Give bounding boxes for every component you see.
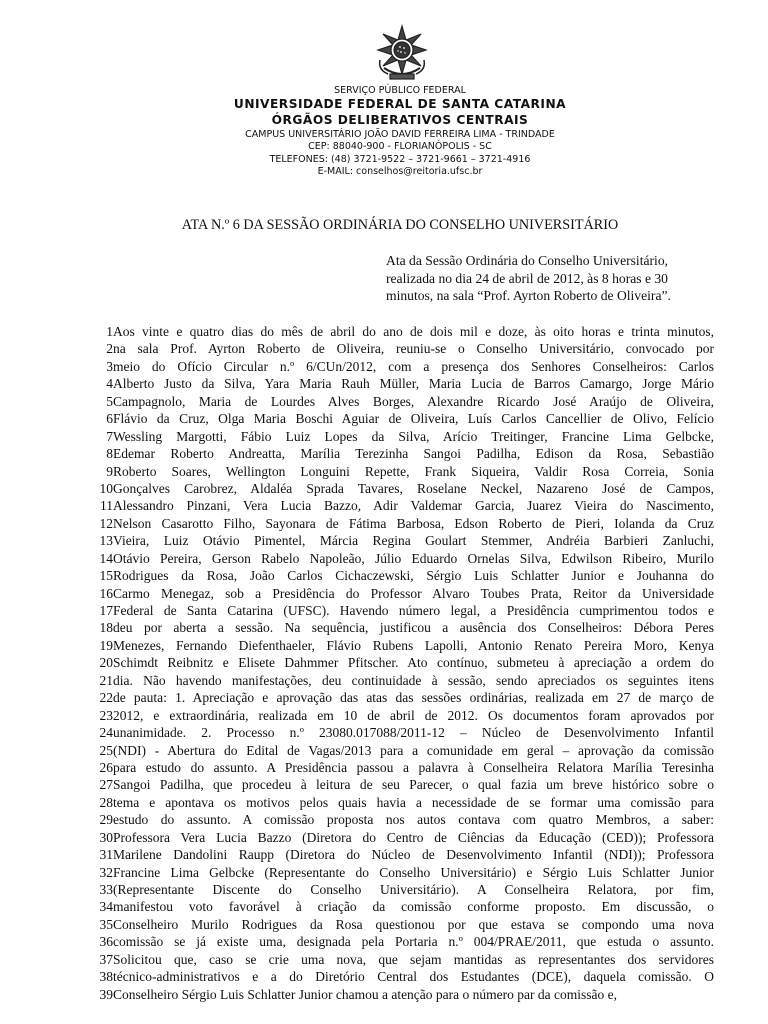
document-line (92, 794, 714, 811)
document-line (92, 480, 714, 497)
line-text: Solicitou que, caso se crie uma nova, que sejam mantidas as representantes dos servidores (113, 951, 714, 967)
document-line (92, 428, 714, 445)
line-number: 16 (99, 585, 113, 601)
document-line (92, 637, 714, 654)
line-text: Vieira, Luiz Otávio Pimentel, Márcia Regina Goulart Stemmer, Andréia Barbieri Zanluchi, (113, 533, 714, 549)
header-cep: CEP: 88040-900 - FLORIANÓPOLIS - SC (308, 141, 492, 152)
line-text: Conselheiro Murilo Rodrigues da Rosa questionou por que estava se compondo uma nova (113, 916, 714, 932)
line-number: 32 (99, 864, 113, 880)
line-text: Alberto Justo da Silva, Yara Maria Rauh Müller, Maria Lucia de Barros Camargo, Jorge Mário (113, 376, 714, 392)
abstract-line: Ata da Sessão Ordinária do Conselho Universitário, (386, 253, 669, 268)
line-number: 10 (99, 480, 113, 496)
document-line (92, 463, 714, 480)
line-text: Marilene Dandolini Raupp (Diretora do Núcleo de Desenvolvimento Infantil (NDI)); Professora (113, 847, 714, 863)
document-line (92, 916, 714, 933)
line-number: 39 (99, 986, 113, 1002)
document-line (92, 864, 714, 881)
document-line (92, 724, 714, 741)
line-text: manifestou voto favorável à criação da comissão conforme proposto. Em discussão, o (113, 899, 714, 915)
line-number: 26 (99, 759, 113, 775)
document-line (92, 585, 714, 602)
line-number: 5 (106, 393, 113, 409)
line-number: 22 (99, 690, 113, 706)
line-number: 27 (99, 777, 113, 793)
line-text: Otávio Pereira, Gerson Rabelo Napoleão, Júlio Eduardo Ornelas Silva, Edwilson Ribeiro, Murilo (113, 550, 714, 566)
line-text: Campagnolo, Maria de Lourdes Alves Borges, Alexandre Ricardo José Araújo de Oliveira, (113, 393, 714, 409)
line-text: Wessling Margotti, Fábio Luiz Lopes da Silva, Arício Treitinger, Francine Lima Gelbcke, (113, 428, 714, 444)
line-number: 36 (99, 934, 113, 950)
line-number: 1 (106, 324, 113, 339)
document-line (92, 410, 714, 427)
document-line (92, 550, 714, 567)
document-line (92, 776, 714, 793)
header-email: E-MAIL: conselhos@reitoria.ufsc.br (317, 166, 483, 177)
line-number: 24 (99, 725, 113, 741)
document-line (92, 515, 714, 532)
document-line (92, 846, 714, 863)
header-organs: ÓRGÃOS DELIBERATIVOS CENTRAIS (271, 113, 529, 127)
line-text: Gonçalves Carobrez, Aldaléa Sprada Tavares, Roselane Neckel, Nazareno José de Campos, (113, 480, 714, 496)
line-text: Rodrigues da Rosa, João Carlos Cichaczewski, Sérgio Luis Schlatter Junior e Jouhanna do (113, 568, 714, 584)
document-line (92, 933, 714, 950)
line-number: 15 (99, 568, 113, 584)
line-text: Sangoi Padilha, que procedeu à leitura de seu Parecer, o qual fazia um breve histórico sobre o (113, 777, 714, 793)
line-text: Professora Vera Lucia Bazzo (Diretora do Centro de Ciências da Educação (CED)); Professora (113, 829, 714, 845)
line-number: 19 (99, 637, 113, 653)
document-line (92, 567, 714, 584)
header-campus: CAMPUS UNIVERSITÁRIO JOÃO DAVID FERREIRA LIMA - TRINDADE (245, 129, 555, 140)
document-line (92, 323, 714, 340)
line-number: 14 (99, 550, 113, 566)
document-line (92, 829, 714, 846)
line-number: 20 (99, 655, 113, 671)
document-line (92, 951, 714, 968)
line-number: 38 (99, 969, 113, 985)
document-body (92, 323, 714, 1003)
line-text: Carmo Menegaz, sob a Presidência do Professor Alvaro Toubes Prata, Reitor da Universidade (113, 585, 714, 601)
line-text: Nelson Casarotto Filho, Sayonara de Fátima Barbosa, Edson Roberto de Pieri, Iolanda da Cruz (113, 515, 714, 531)
line-text: meio do Ofício Circular n.º 6/CUn/2012, com a presença dos Senhores Conselheiros: Carlos (113, 358, 714, 374)
document-line (92, 532, 714, 549)
line-text: Edemar Roberto Andreatta, Marília Terezinha Sangoi Padilha, Edison da Rosa, Sebastião (113, 446, 714, 462)
line-text: (Representante Discente do Conselho Universitário). A Conselheira Relatora, por fim, (113, 882, 714, 897)
document-line (92, 445, 714, 462)
document-line (92, 497, 714, 514)
header-phones: TELEFONES: (48) 3721-9522 – 3721-9661 – 3721-4916 (269, 154, 531, 165)
line-text: Schimdt Reibnitz e Elisete Dahmmer Pfitscher. Ato contínuo, submeteu à apreciação a ordem do (113, 655, 714, 671)
line-text: Alessandro Pinzani, Vera Lucia Bazzo, Adir Valdemar Garcia, Juarez Vieira do Nascimento, (113, 498, 714, 514)
line-number: 34 (99, 899, 113, 915)
line-number: 13 (99, 533, 113, 549)
line-text: na sala Prof. Ayrton Roberto de Oliveira, reuniu-se o Conselho Universitário, convocado por (113, 341, 714, 357)
document-line (92, 986, 714, 1003)
document-abstract (386, 252, 716, 305)
document-line (92, 881, 714, 898)
line-number: 30 (99, 829, 113, 845)
document-line (92, 811, 714, 828)
line-number: 6 (106, 411, 113, 427)
document-line (92, 968, 714, 985)
document-line (92, 358, 714, 375)
document-line (92, 689, 714, 706)
line-text: deu por aberta a sessão. Na sequência, justificou a ausência dos Conselheiros: Débora Peres (113, 620, 714, 636)
line-text: Francine Lima Gelbcke (Representante do Conselho Universitário) e Sérgio Luis Schlatter Junior (113, 864, 714, 880)
line-number: 3 (106, 358, 113, 374)
line-number: 8 (106, 446, 113, 462)
line-text: Aos vinte e quatro dias do mês de abril do ano de dois mil e doze, às oito horas e trinta minutos, (113, 324, 714, 339)
line-text: dia. Não havendo manifestações, deu continuidade à sessão, sendo apreciados os seguintes itens (113, 672, 714, 688)
line-text: comissão se já existe uma, designada pela Portaria n.º 004/PRAE/2011, que estuda o assunto. (113, 934, 714, 950)
line-number: 35 (99, 916, 113, 932)
document-line (92, 898, 714, 915)
line-text: estudo do assunto. A comissão proposta nos autos contava com quatro Membros, a saber: (113, 812, 714, 828)
abstract-line: realizada no dia 24 de abril de 2012, às 8 horas e 30 (386, 270, 668, 286)
brazil-coat-of-arms-icon (376, 24, 428, 82)
line-text: Conselheiro Sérgio Luis Schlatter Junior chamou a atenção para o número par da comissão e, (113, 986, 617, 1002)
header-university: UNIVERSIDADE FEDERAL DE SANTA CATARINA (233, 97, 567, 111)
document-line (92, 393, 714, 410)
line-number: 37 (99, 951, 113, 967)
line-number: 23 (99, 707, 113, 723)
document-line (92, 742, 714, 759)
line-text: 2012, e extraordinária, realizada em 10 de abril de 2012. Os documentos foram aprovados por (113, 707, 714, 723)
document-title: ATA N.º 6 DA SESSÃO ORDINÁRIA DO CONSELHO UNIVERSITÁRIO (181, 217, 619, 233)
line-text: Federal de Santa Catarina (UFSC). Havendo número legal, a Presidência cumprimentou todos e (113, 603, 714, 618)
line-number: 17 (99, 603, 113, 618)
line-text: tema e apontava os motivos pelos quais havia a necessidade de se formar uma comissão para (113, 794, 714, 810)
line-number: 31 (99, 847, 113, 863)
line-number: 33 (99, 882, 113, 897)
document-line (92, 602, 714, 619)
document-line (92, 759, 714, 776)
line-text: Menezes, Fernando Diefenthaeler, Flávio Rubens Lapolli, Antonio Renato Pereira Moro, Kenya (113, 637, 714, 653)
line-text: Flávio da Cruz, Olga Maria Boschi Aguiar de Oliveira, Luís Carlos Cancellier de Olivo, Felício (113, 411, 714, 427)
line-text: (NDI) - Abertura do Edital de Vagas/2013 para a comunidade em geral – aprovação da comissão (113, 742, 714, 758)
line-number: 11 (100, 498, 113, 514)
line-text: técnico-administrativos e a do Diretório Central dos Estudantes (DCE), daquela comissão. O (113, 969, 714, 985)
line-text: Roberto Soares, Wellington Longuini Repette, Frank Siqueira, Valdir Rosa Correia, Sonia (113, 463, 714, 479)
line-number: 29 (99, 812, 113, 828)
document-line (92, 707, 714, 724)
line-number: 2 (106, 341, 113, 357)
line-number: 4 (106, 376, 113, 392)
line-number: 25 (99, 742, 113, 758)
header-service: SERVIÇO PÚBLICO FEDERAL (334, 85, 466, 96)
line-text: de pauta: 1. Apreciação e aprovação das atas das sessões ordinárias, realizada em 27 de março de (113, 690, 714, 706)
document-line (92, 619, 714, 636)
line-number: 12 (99, 515, 113, 531)
document-line (92, 375, 714, 392)
line-number: 18 (99, 620, 113, 636)
line-number: 28 (99, 794, 113, 810)
document-line (92, 654, 714, 671)
line-text: para estudo do assunto. A Presidência passou a palavra à Conselheira Relatora Marília Teresinha (113, 759, 714, 775)
line-text: unanimidade. 2. Processo n.º 23080.017088/2011-12 – Núcleo de Desenvolvimento Infantil (113, 725, 714, 741)
abstract-line: minutos, na sala “Prof. Ayrton Roberto de Oliveira”. (386, 288, 671, 303)
line-number: 9 (106, 463, 113, 479)
line-number: 7 (106, 428, 113, 444)
line-number: 21 (99, 672, 113, 688)
document-line (92, 672, 714, 689)
document-line (92, 340, 714, 357)
